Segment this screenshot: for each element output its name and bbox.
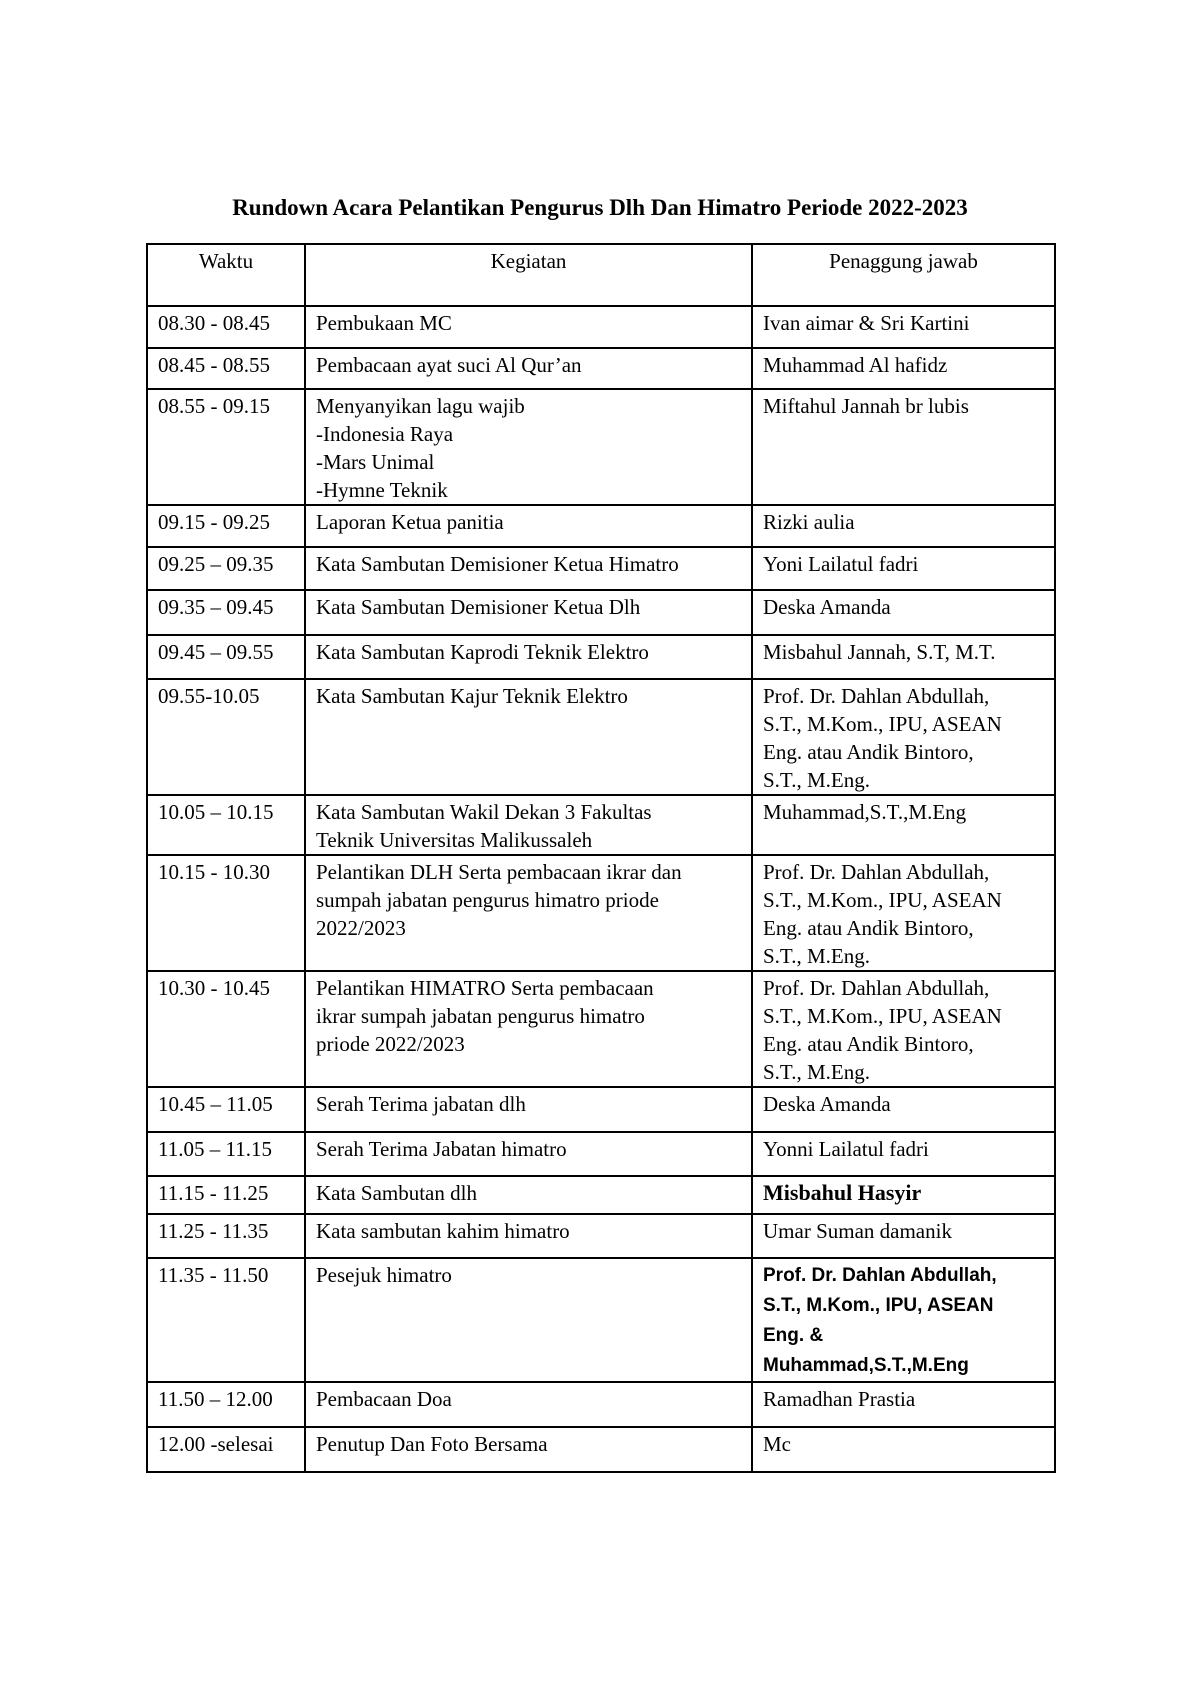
cell-responsible: Ivan aimar & Sri Kartini xyxy=(752,306,1055,348)
cell-time: 11.35 - 11.50 xyxy=(147,1258,305,1382)
cell-activity: Serah Terima Jabatan himatro xyxy=(305,1132,752,1176)
table-row xyxy=(147,1258,1055,1382)
table-row xyxy=(147,1176,1055,1214)
cell-time: 09.15 - 09.25 xyxy=(147,505,305,547)
cell-activity: Menyanyikan lagu wajib -Indonesia Raya -Mars Unimal -Hymne Teknik xyxy=(305,389,752,505)
table-row xyxy=(147,971,1055,1087)
cell-responsible: Umar Suman damanik xyxy=(752,1214,1055,1258)
cell-activity: Penutup Dan Foto Bersama xyxy=(305,1427,752,1472)
table-row xyxy=(147,1087,1055,1132)
cell-responsible: Muhammad Al hafidz xyxy=(752,348,1055,389)
document-title: Rundown Acara Pelantikan Pengurus Dlh Dan Himatro Periode 2022-2023 xyxy=(232,195,968,220)
cell-time: 11.50 – 12.00 xyxy=(147,1382,305,1427)
cell-time: 09.25 – 09.35 xyxy=(147,547,305,590)
table-row xyxy=(147,635,1055,679)
cell-responsible: Prof. Dr. Dahlan Abdullah, S.T., M.Kom., IPU, ASEAN Eng. & Muhammad,S.T.,M.Eng xyxy=(752,1258,1055,1382)
cell-responsible: Rizki aulia xyxy=(752,505,1055,547)
cell-responsible: Prof. Dr. Dahlan Abdullah, S.T., M.Kom., IPU, ASEAN Eng. atau Andik Bintoro, S.T., M.Eng. xyxy=(752,971,1055,1087)
table-row xyxy=(147,795,1055,855)
cell-responsible: Deska Amanda xyxy=(752,1087,1055,1132)
cell-activity: Pembacaan Doa xyxy=(305,1382,752,1427)
cell-activity: Kata Sambutan Demisioner Ketua Dlh xyxy=(305,590,752,635)
cell-responsible: Ramadhan Prastia xyxy=(752,1382,1055,1427)
cell-responsible: Muhammad,S.T.,M.Eng xyxy=(752,795,1055,855)
cell-time: 10.30 - 10.45 xyxy=(147,971,305,1087)
cell-responsible: Prof. Dr. Dahlan Abdullah, S.T., M.Kom., IPU, ASEAN Eng. atau Andik Bintoro, S.T., M.Eng. xyxy=(752,679,1055,795)
table-row xyxy=(147,1427,1055,1472)
table-row xyxy=(147,505,1055,547)
cell-activity: Kata sambutan kahim himatro xyxy=(305,1214,752,1258)
cell-time: 12.00 -selesai xyxy=(147,1427,305,1472)
cell-responsible: Prof. Dr. Dahlan Abdullah, S.T., M.Kom., IPU, ASEAN Eng. atau Andik Bintoro, S.T., M.Eng. xyxy=(752,855,1055,971)
cell-time: 10.05 – 10.15 xyxy=(147,795,305,855)
cell-time: 08.55 - 09.15 xyxy=(147,389,305,505)
cell-time: 11.15 - 11.25 xyxy=(147,1176,305,1214)
cell-responsible: Deska Amanda xyxy=(752,590,1055,635)
table-row xyxy=(147,1382,1055,1427)
header-responsible: Penaggung jawab xyxy=(752,244,1055,306)
cell-activity: Pelantikan HIMATRO Serta pembacaan ikrar sumpah jabatan pengurus himatro priode 2022/2023 xyxy=(305,971,752,1087)
table-row xyxy=(147,590,1055,635)
cell-activity: Kata Sambutan Demisioner Ketua Himatro xyxy=(305,547,752,590)
table-row xyxy=(147,389,1055,505)
rundown-table xyxy=(146,243,1056,1473)
cell-responsible: Miftahul Jannah br lubis xyxy=(752,389,1055,505)
cell-activity: Kata Sambutan Wakil Dekan 3 Fakultas Teknik Universitas Malikussaleh xyxy=(305,795,752,855)
cell-responsible: Misbahul Hasyir xyxy=(752,1176,1055,1214)
table-header-row xyxy=(147,244,1055,306)
cell-time: 10.45 – 11.05 xyxy=(147,1087,305,1132)
cell-activity: Pesejuk himatro xyxy=(305,1258,752,1382)
cell-activity: Pembacaan ayat suci Al Qur’an xyxy=(305,348,752,389)
header-time: Waktu xyxy=(147,244,305,306)
cell-activity: Kata Sambutan Kajur Teknik Elektro xyxy=(305,679,752,795)
cell-responsible: Misbahul Jannah, S.T, M.T. xyxy=(752,635,1055,679)
cell-activity: Pelantikan DLH Serta pembacaan ikrar dan sumpah jabatan pengurus himatro priode 2022/2023 xyxy=(305,855,752,971)
cell-activity: Serah Terima jabatan dlh xyxy=(305,1087,752,1132)
cell-time: 11.25 - 11.35 xyxy=(147,1214,305,1258)
header-activity: Kegiatan xyxy=(305,244,752,306)
cell-activity: Kata Sambutan Kaprodi Teknik Elektro xyxy=(305,635,752,679)
table-row xyxy=(147,1132,1055,1176)
table-row xyxy=(147,1214,1055,1258)
table-row xyxy=(147,855,1055,971)
cell-activity: Kata Sambutan dlh xyxy=(305,1176,752,1214)
cell-time: 09.55-10.05 xyxy=(147,679,305,795)
cell-time: 08.30 - 08.45 xyxy=(147,306,305,348)
cell-time: 09.45 – 09.55 xyxy=(147,635,305,679)
cell-responsible: Yonni Lailatul fadri xyxy=(752,1132,1055,1176)
cell-responsible: Yoni Lailatul fadri xyxy=(752,547,1055,590)
cell-activity: Pembukaan MC xyxy=(305,306,752,348)
table-row xyxy=(147,547,1055,590)
cell-time: 09.35 – 09.45 xyxy=(147,590,305,635)
cell-time: 11.05 – 11.15 xyxy=(147,1132,305,1176)
cell-activity: Laporan Ketua panitia xyxy=(305,505,752,547)
cell-time: 10.15 - 10.30 xyxy=(147,855,305,971)
cell-time: 08.45 - 08.55 xyxy=(147,348,305,389)
table-row xyxy=(147,679,1055,795)
table-row xyxy=(147,306,1055,348)
table-row xyxy=(147,348,1055,389)
cell-responsible: Mc xyxy=(752,1427,1055,1472)
